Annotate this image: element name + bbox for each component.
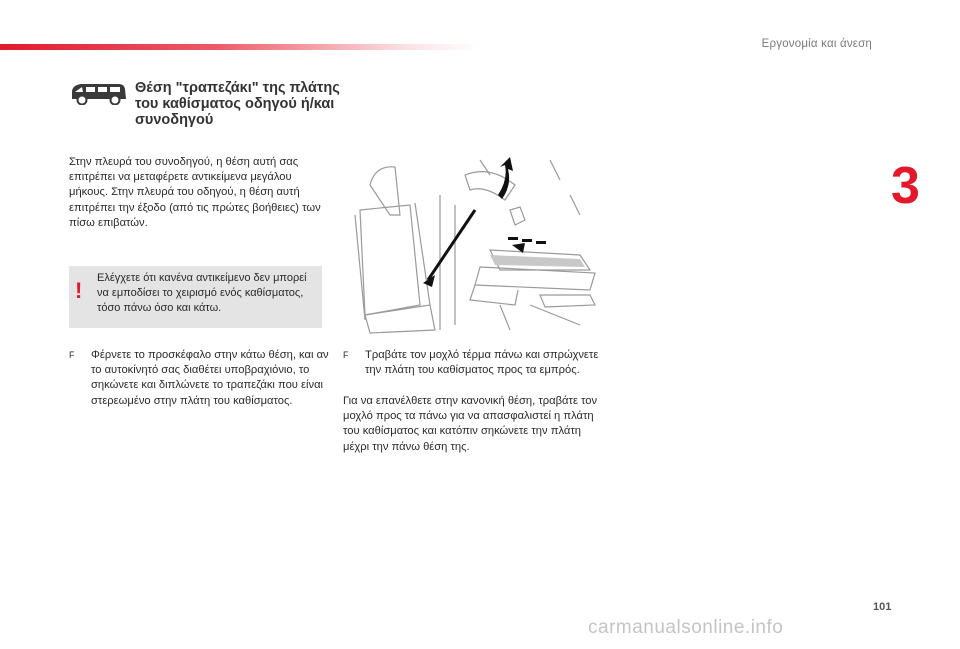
step-text: Φέρνετε το προσκέφαλο στην κάτω θέση, και αν το αυτοκίνητό σας διαθέτει υποβραχιόνιο, το σηκώνετε και διπλώνετε το τραπεζάκι που είναι στερεωμένο στην πλάτη του καθίσματος. (91, 349, 329, 407)
chapter-title: Εργονομία και άνεση (761, 38, 872, 50)
header-accent-bar (0, 44, 480, 50)
step-pull-lever (343, 348, 605, 378)
warning-text: Ελέγχετε ότι κανένα αντικείμενο δεν μπορεί να εμποδίσει το χειρισμό ενός καθίσματος, τόσο πάνω όσο και κάτω. (97, 272, 307, 315)
chapter-number: 3 (891, 157, 920, 215)
warning-icon: ! (75, 278, 83, 303)
page-number: 101 (873, 601, 892, 613)
watermark: carmanualsonline.info (588, 617, 784, 638)
bullet-icon: F (343, 350, 349, 360)
intro-paragraph: Στην πλευρά του συνοδηγού, η θέση αυτή σας επιτρέπει να μεταφέρετε αντικείμενα μεγάλου μήκους. Στην πλευρά του οδηγού, η θέση αυτή επιτρέπει την έξοδο (από τις πρώτες βοήθειες) των πίσω επιβατών. (69, 156, 321, 229)
car-icon (69, 81, 127, 105)
section-title: Θέση "τραπεζάκι" της πλάτης του καθίσματος οδηγού ή/και συνοδηγού (135, 80, 340, 128)
step-lower-headrest (69, 348, 331, 409)
step-text: Τραβάτε τον μοχλό τέρμα πάνω και σπρώχνετε την πλάτη του καθίσματος προς τα εμπρός. (365, 349, 599, 377)
bullet-icon: F (69, 350, 75, 360)
warning-box (69, 266, 322, 328)
seat-table-illustration (340, 155, 605, 335)
return-instructions: Για να επανέλθετε στην κανονική θέση, τραβάτε τον μοχλό προς τα πάνω για να απασφαλιστεί η πλάτη του καθίσματος και κατόπιν σηκώνετε την πλάτη μέχρι την πάνω θέση της. (343, 395, 598, 453)
